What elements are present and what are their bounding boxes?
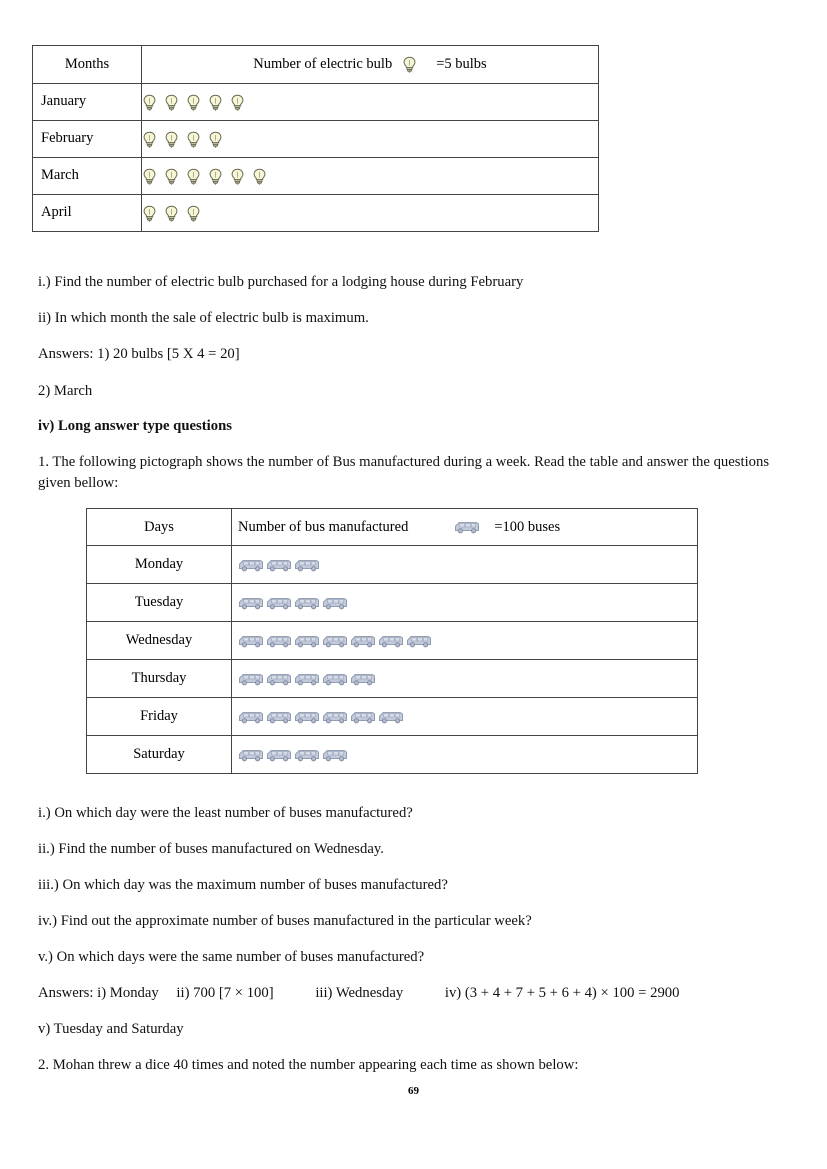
- bus-icon: [406, 634, 432, 648]
- table-row: [87, 622, 698, 660]
- light-bulb-icon: [164, 131, 179, 148]
- bus-icon: [266, 672, 292, 686]
- table-row: [87, 736, 698, 774]
- bus-pictograph-table-wrapper: [86, 508, 698, 774]
- table-row: [87, 660, 698, 698]
- bus-answer-ii: ii) 700 [7 × 100]: [176, 985, 274, 1001]
- table-row: [87, 698, 698, 736]
- table-header-row: [33, 46, 599, 84]
- bulb-row-label: March: [33, 158, 142, 195]
- light-bulb-icon: [402, 56, 417, 73]
- bulb-row-icons: [142, 121, 599, 158]
- bus-icon: [266, 634, 292, 648]
- bulb-answer-1: Answers: 1) 20 bulbs [5 X 4 = 20]: [38, 346, 240, 362]
- bus-question-2: ii.) Find the number of buses manufactured on Wednesday.: [38, 841, 384, 857]
- bulb-row-label: April: [33, 195, 142, 232]
- bus-row-label: Thursday: [87, 660, 232, 698]
- bulb-row-label: February: [33, 121, 142, 158]
- light-bulb-icon: [186, 131, 201, 148]
- bus-icon: [378, 634, 404, 648]
- bus-icon: [350, 710, 376, 724]
- light-bulb-icon: [142, 205, 157, 222]
- table-row: [33, 121, 599, 158]
- bus-icon: [350, 634, 376, 648]
- table-row: [33, 84, 599, 121]
- bus-answers-line-1: [38, 983, 808, 1004]
- light-bulb-icon: [208, 168, 223, 185]
- bus-question-4: iv.) Find out the approximate number of buses manufactured in the particular week?: [38, 913, 532, 929]
- bus-row-icons: [232, 660, 698, 698]
- bus-icon: [378, 710, 404, 724]
- bus-icon: [238, 596, 264, 610]
- bus-row-label: Friday: [87, 698, 232, 736]
- bulb-row-icons: [142, 84, 599, 121]
- bulb-key-text: =5 bulbs: [436, 56, 487, 72]
- bulb-question-2: ii) In which month the sale of electric bulb is maximum.: [38, 310, 369, 326]
- bus-row-label: Wednesday: [87, 622, 232, 660]
- bus-question-1: i.) On which day were the least number of buses manufactured?: [38, 805, 413, 821]
- table-row: [33, 195, 599, 232]
- light-bulb-icon: [230, 94, 245, 111]
- bulb-table-col2-header: [142, 46, 599, 84]
- bulb-row-icons: [142, 158, 599, 195]
- bus-icon: [238, 710, 264, 724]
- bus-table-col2-header-text: Number of bus manufactured: [238, 518, 409, 535]
- bus-row-label: Saturday: [87, 736, 232, 774]
- light-bulb-icon: [164, 168, 179, 185]
- bus-icon: [322, 710, 348, 724]
- bus-question-3: iii.) On which day was the maximum number of buses manufactured?: [38, 877, 448, 893]
- bus-answer-iii: iii) Wednesday: [315, 985, 404, 1001]
- bulb-table-col1-header: Months: [33, 46, 142, 84]
- light-bulb-icon: [252, 168, 267, 185]
- bulb-pictograph-table: [32, 45, 599, 232]
- bus-row-icons: [232, 584, 698, 622]
- bus-answer-i: Answers: i) Monday: [38, 985, 159, 1001]
- bus-icon: [238, 672, 264, 686]
- light-bulb-icon: [164, 205, 179, 222]
- bus-icon: [294, 710, 320, 724]
- bulb-question-1: i.) Find the number of electric bulb purchased for a lodging house during February: [38, 274, 524, 290]
- light-bulb-icon: [208, 94, 223, 111]
- bus-icon: [238, 748, 264, 762]
- bus-icon: [266, 748, 292, 762]
- bus-table-col2-header: [232, 509, 698, 546]
- bulb-row-icons: [142, 195, 599, 232]
- bus-icon: [294, 558, 320, 572]
- table-header-row: [87, 509, 698, 546]
- bus-icon: [294, 672, 320, 686]
- next-question: 2. Mohan threw a dice 40 times and noted the number appearing each time as shown below:: [38, 1057, 579, 1073]
- bus-icon: [294, 634, 320, 648]
- bus-icon: [350, 672, 376, 686]
- bus-icon: [266, 558, 292, 572]
- table-row: [87, 584, 698, 622]
- bus-answer-iv: iv) (3 + 4 + 7 + 5 + 6 + 4) × 100 = 2900: [444, 985, 680, 1001]
- bus-row-icons: [232, 546, 698, 584]
- bus-table-col1-header: Days: [87, 509, 232, 546]
- bus-key-text: =100 buses: [494, 518, 561, 535]
- light-bulb-icon: [142, 168, 157, 185]
- bus-pictograph-table: [86, 508, 698, 774]
- bus-icon: [322, 596, 348, 610]
- section-heading: iv) Long answer type questions: [38, 418, 232, 434]
- bulb-table-col2-header-text: Number of electric bulb: [253, 56, 393, 72]
- bus-row-label: Monday: [87, 546, 232, 584]
- light-bulb-icon: [142, 94, 157, 111]
- bus-icon: [294, 748, 320, 762]
- table-row: [87, 546, 698, 584]
- bus-icon: [266, 596, 292, 610]
- light-bulb-icon: [208, 131, 223, 148]
- bus-icon: [322, 634, 348, 648]
- bus-row-icons: [232, 622, 698, 660]
- bus-answers-line-2: v) Tuesday and Saturday: [38, 1021, 184, 1037]
- light-bulb-icon: [164, 94, 179, 111]
- bus-question-5: v.) On which days were the same number of buses manufactured?: [38, 949, 425, 965]
- bus-icon: [454, 520, 480, 534]
- table-row: [33, 158, 599, 195]
- bus-icon: [294, 596, 320, 610]
- section-intro: 1. The following pictograph shows the number of Bus manufactured during a week. Read the table and answer the questions given bellow:: [38, 454, 770, 492]
- bus-icon: [238, 634, 264, 648]
- bus-icon: [322, 672, 348, 686]
- bulb-pictograph-table-wrapper: [32, 45, 599, 232]
- bus-row-icons: [232, 698, 698, 736]
- bus-icon: [238, 558, 264, 572]
- bus-icon: [266, 710, 292, 724]
- light-bulb-icon: [142, 131, 157, 148]
- light-bulb-icon: [186, 205, 201, 222]
- bus-icon: [322, 748, 348, 762]
- bus-row-label: Tuesday: [87, 584, 232, 622]
- bulb-row-label: January: [33, 84, 142, 121]
- page-number: 69: [408, 1085, 419, 1097]
- bus-row-icons: [232, 736, 698, 774]
- light-bulb-icon: [230, 168, 245, 185]
- light-bulb-icon: [186, 94, 201, 111]
- bulb-answer-2: 2) March: [38, 383, 93, 399]
- light-bulb-icon: [186, 168, 201, 185]
